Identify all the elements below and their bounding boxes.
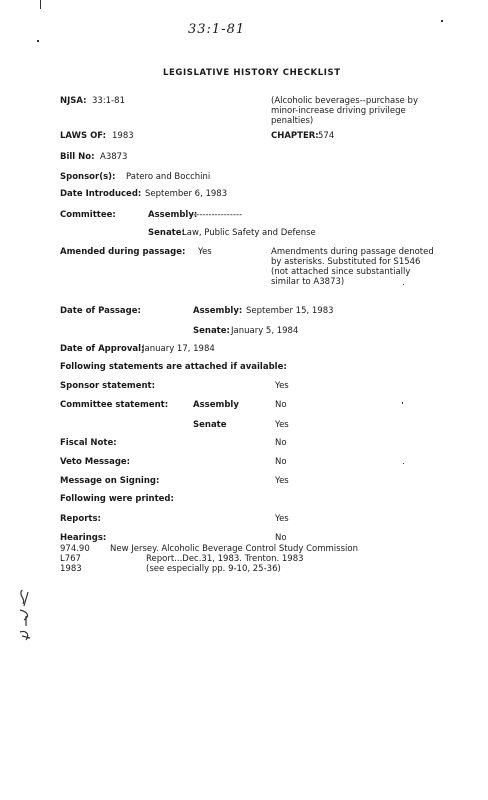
- njsa-label: NJSA:: [60, 96, 87, 106]
- message-on-signing-value: Yes: [275, 476, 289, 486]
- hearing-code: 1983: [60, 564, 82, 574]
- committee-statement-assembly-value: No: [275, 400, 287, 410]
- fiscal-note-value: No: [275, 438, 287, 448]
- bill-description: (Alcoholic beverages--purchase by minor-increase driving privilege penalties): [271, 96, 418, 126]
- scan-speck: [37, 40, 39, 42]
- hearing-text: Report...Dec.31, 1983. Trenton. 1983: [146, 554, 304, 564]
- hearing-code: L767: [60, 554, 81, 564]
- message-on-signing-label: Message on Signing:: [60, 476, 160, 486]
- laws-of-value: 1983: [112, 131, 134, 141]
- sponsor-statement-label: Sponsor statement:: [60, 381, 155, 391]
- scan-mark: [40, 0, 41, 9]
- margin-scribble: [14, 586, 44, 646]
- passage-assembly-value: September 15, 1983: [246, 306, 334, 316]
- committee-statement-label: Committee statement:: [60, 400, 169, 410]
- committee-label: Committee:: [60, 210, 116, 220]
- scan-speck: [403, 284, 404, 285]
- bill-no-label: Bill No:: [60, 152, 95, 162]
- passage-senate-label: Senate:: [193, 326, 230, 336]
- sponsors-label: Sponsor(s):: [60, 172, 116, 182]
- date-of-approval-label: Date of Approval:: [60, 344, 145, 354]
- committee-senate-label: Senate:: [148, 228, 185, 238]
- njsa-value: 33:1-81: [92, 96, 125, 106]
- document-title: LEGISLATIVE HISTORY CHECKLIST: [163, 68, 341, 78]
- date-introduced-label: Date Introduced:: [60, 189, 142, 199]
- veto-message-value: No: [275, 457, 287, 467]
- scan-speck: [441, 20, 443, 22]
- hearing-text: (see especially pp. 9-10, 25-36): [146, 564, 281, 574]
- committee-statement-senate-label: Senate: [193, 420, 227, 430]
- hearings-label: Hearings:: [60, 533, 107, 543]
- hearings-value: No: [275, 533, 287, 543]
- reports-value: Yes: [275, 514, 289, 524]
- scan-speck: [403, 463, 404, 464]
- attached-statements-heading: Following statements are attached if available:: [60, 362, 287, 372]
- passage-assembly-label: Assembly:: [193, 306, 243, 316]
- veto-message-label: Veto Message:: [60, 457, 131, 467]
- passage-senate-value: January 5, 1984: [231, 326, 299, 336]
- bill-no-value: A3873: [100, 152, 128, 162]
- fiscal-note-label: Fiscal Note:: [60, 438, 117, 448]
- amended-value: Yes: [198, 247, 212, 257]
- chapter-label: CHAPTER:: [271, 131, 319, 141]
- committee-statement-senate-value: Yes: [275, 420, 289, 430]
- scan-speck: [402, 402, 403, 404]
- committee-assembly-value: -----------------: [190, 210, 243, 220]
- chapter-value: 574: [318, 131, 335, 141]
- laws-of-label: LAWS OF:: [60, 131, 107, 141]
- date-of-approval-value: January 17, 1984: [142, 344, 215, 354]
- amended-note: Amendments during passage denoted by asterisks. Substituted for S1546 (not attached since substantially similar to A3873): [271, 247, 434, 287]
- hearing-code: 974.90: [60, 544, 90, 554]
- sponsors-value: Patero and Bocchini: [126, 172, 211, 182]
- date-of-passage-label: Date of Passage:: [60, 306, 141, 316]
- reports-label: Reports:: [60, 514, 101, 524]
- committee-statement-assembly-label: Assembly: [193, 400, 239, 410]
- date-introduced-value: September 6, 1983: [145, 189, 228, 199]
- hearing-text: New Jersey. Alcoholic Beverage Control Study Commission: [110, 544, 358, 554]
- amended-label: Amended during passage:: [60, 247, 186, 257]
- sponsor-statement-value: Yes: [275, 381, 289, 391]
- committee-senate-value: Law, Public Safety and Defense: [182, 228, 316, 238]
- committee-assembly-label: Assembly:: [148, 210, 198, 220]
- handwritten-code: 33:1-81: [188, 22, 246, 37]
- printed-heading: Following were printed:: [60, 494, 174, 504]
